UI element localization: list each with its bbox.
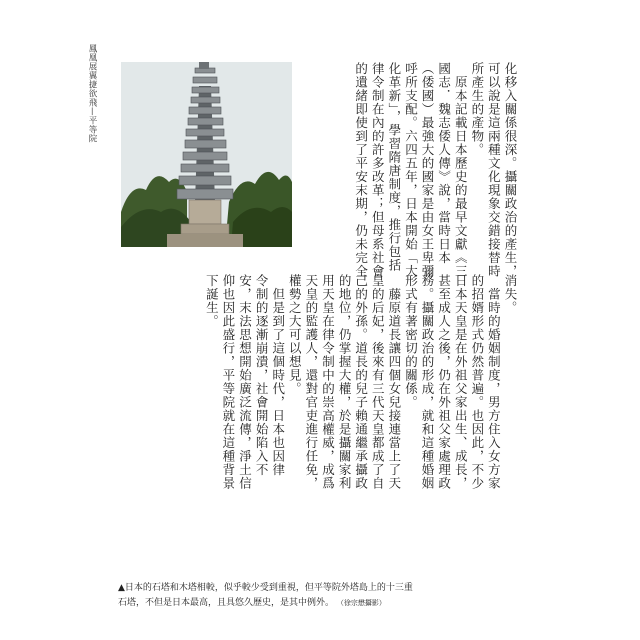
text-column: 皇的后妃，後來有三代天皇都成了自 — [370, 274, 386, 490]
body-text-top — [352, 62, 518, 278]
text-column: 的地位，仍掌握大權，於是攝關家利 — [337, 274, 353, 490]
text-column: 消失。 — [503, 274, 518, 315]
text-column: 令制的逐漸崩潰，社會開始陷入不 — [254, 274, 270, 477]
stone-pagoda-illustration — [121, 62, 292, 247]
text-column: 用天皇在律令制中的崇高權威，成爲 — [320, 274, 336, 490]
photo-caption — [118, 581, 538, 611]
text-column: 原本記載日本歷史的最早文獻《三 — [453, 62, 469, 278]
text-column: 當時的婚姻制度，男方住入女方家 — [486, 274, 502, 490]
text-column: 化移入關係很深。攝關政治的產生， — [503, 62, 518, 278]
caption-line-2 — [118, 596, 538, 611]
text-column: 安，末法思想開始廣泛流傳，淨土信 — [237, 274, 253, 490]
text-column: 己的外孫。道長的兒子賴通繼承攝政 — [353, 274, 369, 490]
text-column: 日本天皇是在外祖父家出生、成長， — [453, 274, 469, 490]
caption-line-2-text: 石塔，不但是日本最高，且具悠久歷史，是其中例外。 — [118, 598, 335, 608]
text-column: 下誕生。 — [204, 274, 220, 328]
text-column: 藤原道長讓四個女兒接連當上了天 — [386, 274, 402, 490]
text-column: 權勢之大可以想見。 — [287, 274, 303, 396]
body-text-bottom — [203, 274, 518, 490]
stone-pagoda-photo — [121, 62, 292, 247]
text-column: 國志．魏志倭人傳》說，當時日本 — [436, 62, 452, 265]
text-column: 甚至成人之後，仍在外祖父家處理政 — [436, 274, 452, 490]
text-column: 仰也因此盛行，平等院就在這種背景 — [220, 274, 236, 490]
photo-credit: （徐宗懋攝影） — [336, 599, 386, 607]
text-column: 可以說是這兩種文化現象交錯接替時 — [486, 62, 502, 278]
caption-line-1: ▲日本的石塔和木塔相較，似乎較少受到重視，但平等院外塔島上的十三重 — [118, 583, 413, 593]
text-column: 呼所支配。六四五年，日本開始「大 — [403, 62, 419, 278]
text-column: 的遺緒即使到了平安末期，仍未完全 — [353, 62, 369, 278]
text-column: 但是到了這個時代，日本也因律 — [270, 274, 286, 477]
text-column: 形式有著密切的關係。 — [403, 274, 419, 409]
text-column: 的招婿形式仍然普遍。也因此，不少 — [469, 274, 485, 490]
running-head: 鳳凰展翼捷欲飛—平等院 — [87, 44, 97, 143]
text-column: 律令制在內的許多改革；但母系社會 — [370, 62, 386, 278]
text-column: 天皇的監護人，還對官吏進行任免， — [303, 274, 319, 490]
text-column: （倭國）最強大的國家是由女王卑彌 — [420, 62, 436, 278]
text-column: 化革新」，學習隋唐制度，推行包括 — [386, 62, 402, 272]
text-column: 務。攝關政治的形成，就和這種婚姻 — [420, 274, 436, 490]
text-column: 所產生的產物。 — [469, 62, 485, 157]
